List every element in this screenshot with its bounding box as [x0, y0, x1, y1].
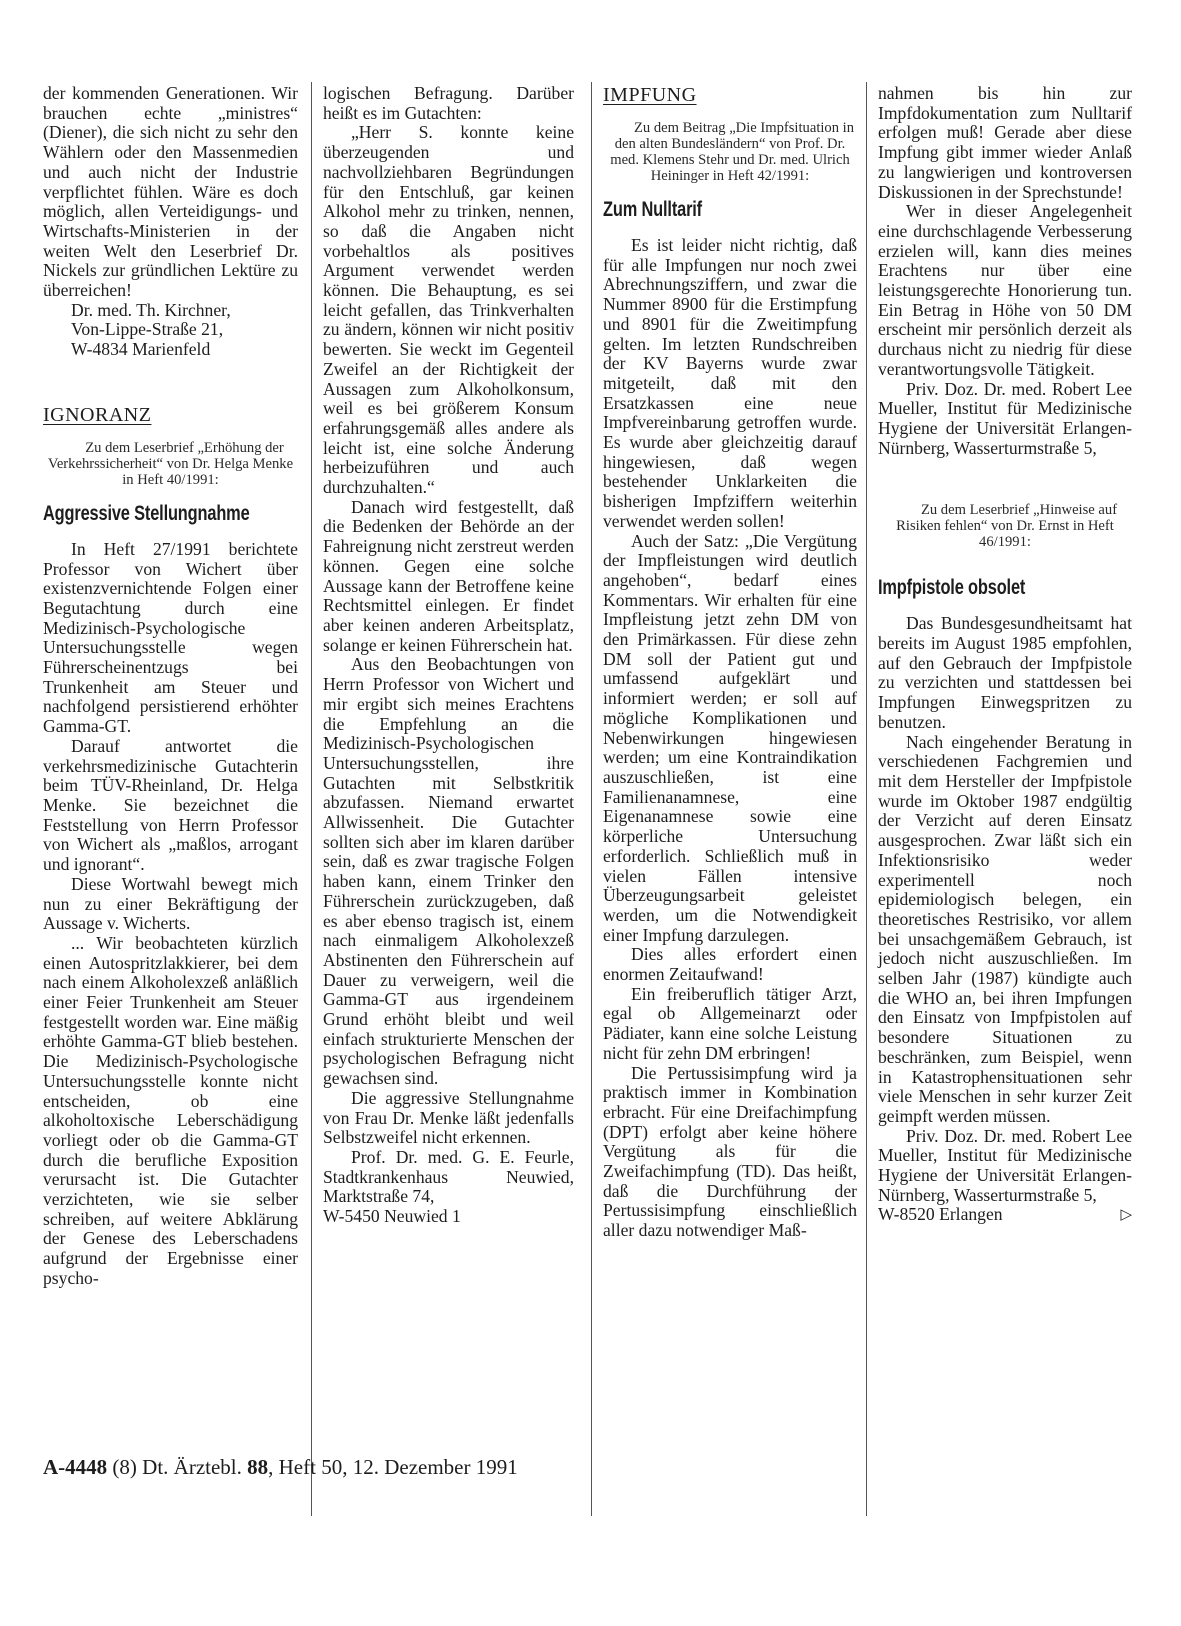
column-4	[878, 84, 1132, 1225]
letter-paragraph: Darauf antwortet die verkehrsmedizinische Gutachterin beim TÜV-Rheinland, Dr. Helga Menke. Sie bezeichnet die Feststellung von Herrn Professor von Wichert als „maßlos, arrogant und ignorant“.	[43, 735, 298, 875]
journal-issue-date: , Heft 50, 12. Dezember 1991	[268, 1455, 518, 1479]
letter-paragraph: Danach wird festgestellt, daß die Bedenken der Behörde an der Fahreignung nicht zerstreut werden können. Gegen eine solche Aussage kann der Betroffene keine Rechtsmittel einlegen. Er findet aber keinen anderen Arbeitsplatz, solange er keinen Führerschein hat.	[323, 496, 574, 655]
signature-city: W-5450 Neuwied 1	[323, 1206, 461, 1227]
reference-note: Zu dem Beitrag „Die Impfsituation in den alten Bundesländern“ von Prof. Dr. med. Klemens Stehr und Dr. med. Ulrich Heininger in Heft 42/1991:	[610, 120, 855, 184]
column-1	[43, 84, 298, 1289]
section-heading-impfung: IMPFUNG	[603, 84, 697, 106]
signature-name: Dr. med. Th. Kirchner,	[71, 299, 231, 320]
signature-mueller: Priv. Doz. Dr. med. Robert Lee Mueller, Institut für Medizinische Hygiene der Universität Erlangen-Nürnberg, Wasserturmstraße 5,	[878, 1125, 1132, 1205]
signature-hadry: Priv. Doz. Dr. med. Robert Lee Mueller, Institut für Medizinische Hygiene der Universität Erlangen-Nürnberg, Wasserturmstraße 5,	[878, 378, 1132, 458]
page-number: A-4448	[43, 1455, 108, 1479]
letter-paragraph: Auch der Satz: „Die Vergütung der Impfleistungen wird deutlich angehoben“, bedarf eines Kommentars. Wir erhalten für eine Impfleistung jetzt zehn DM von den Primärkassen. Für diese zehn DM soll der Patient gut und umfassend aufgeklärt und informiert werden; er soll auf mögliche Komplikationen und Nebenwirkungen hingewiesen werden; um eine Kontraindikation auszuschließen, ist eine Familienanamnese, eine Eigenanamnese sowie eine körperliche Untersuchung erforderlich. Schließlich muß in vielen Fällen intensive Überzeugungsarbeit geleistet werden, um die Notwendigkeit einer Impfung darzulegen.	[603, 530, 857, 945]
column-rule	[591, 82, 592, 1516]
signature-city: W-4834 Marienfeld	[71, 339, 211, 360]
journal-issue-prefix: (8) Dt. Ärztebl.	[112, 1455, 242, 1479]
letter-paragraph: ... Wir beobachteten kürzlich einen Autospritzlakkierer, bei dem nach einem Alkoholexzeß anläßlich einer Feier Trunkenheit am Steuer festgestellt worden war. Eine mäßig erhöhte Gamma-GT blieb bestehen. Die Medizinisch-Psychologische Untersuchungsstelle konnte nicht entscheiden, ob eine alkoholtoxische Leberschädigung vorliegt oder ob die Gamma-GT durch die berufliche Exposition verursacht ist. Die Gutachter verzichteten, wie sie selber schreiben, auf weitere Abklärung der Genese des Leberschadens aufgrund der Ergebnisse einer psycho-	[43, 932, 298, 1288]
column-2	[323, 84, 574, 1227]
letter-paragraph: Das Bundesgesundheitsamt hat bereits im August 1985 empfohlen, auf den Gebrauch der Impfpistole zu verzichten und stattdessen bei Impfungen Einwegspritzen zu benutzen.	[878, 613, 1132, 732]
column-rule	[311, 82, 312, 1516]
letter-paragraph: Die aggressive Stellungnahme von Frau Dr. Menke läßt jedenfalls Selbstzweifel nicht erkennen.	[323, 1087, 574, 1148]
reference-note: Zu dem Leserbrief „Erhöhung der Verkehrssicherheit“ von Dr. Helga Menke in Heft 40/1991:	[47, 439, 294, 488]
letter-paragraph: Aus den Beobachtungen von Herrn Professor von Wichert und mir ergibt sich meines Erachtens die Empfehlung an die Medizinisch-Psychologischen Untersuchungsstellen, ihre Gutachten mit Selbstkritik abzufassen. Niemand erwartet Allwissenheit. Die Gutachter sollten sich aber im klaren darüber sein, daß es zwar tragische Folgen haben kann, einem Trinker den Führerschein zurückzugeben, daß es aber ebenso tragisch ist, einem nach einmaligem Alkoholexzeß Abstinenten den Führerschein auf Dauer zu verweigern, weil die Gamma-GT aus irgendeinem Grund erhöht bleibt und weil einfach strukturierte Menschen der psychologischen Befragung nicht gewachsen sind.	[323, 654, 574, 1089]
letter-paragraph: In Heft 27/1991 berichtete Professor von Wichert über existenzvernichtende Folgen einer Begutachtung durch eine Medizinisch-Psychologische Untersuchungsstelle wegen Führerscheinentzugs bei Trunkenheit am Steuer und nachfolgend persistierend erhöhter Gamma-GT.	[43, 538, 298, 737]
continue-arrow-icon: ▷	[1120, 1205, 1132, 1224]
letter-paragraph: Diese Wortwahl bewegt mich nun zu einer Bekräftigung der Aussage v. Wicherts.	[43, 873, 298, 934]
quote-paragraph: „Herr S. konnte keine überzeugenden und nachvollziehbaren Begründungen für den Entschluß, gar keinen Alkohol mehr zu trinken, nennen, so daß die Angaben nicht vorbehaltlos als positives Argument verwendet werden können. Die Behauptung, es sei leicht gefallen, das Trinkverhalten zu ändern, können wir nicht positiv bewerten. Sie weckt im Gegenteil Zweifel an der Richtigkeit der Aussagen zum Alkoholkonsum, weil es bei größerem Konsum erfahrungsgemäß alles andere als leicht ist, eine solche Änderung herbeizuführen und auch durchzuhalten.“	[323, 122, 574, 498]
page-footer	[43, 1455, 518, 1480]
letter-paragraph: Es ist leider nicht richtig, daß für alle Impfungen nur noch zwei Abrechnungsziffern, und zwar die Nummer 8900 für die Erstimpfung und 8901 für die Zweitimpfung gelten. Im letzten Rundschreiben der KV Bayerns wurde zwar mitgeteilt, daß mit den Ersatzkassen eine neue Impfvereinbarung getroffen wurde. Es wurde aber gleichzeitig darauf hingewiesen, daß wegen bestehender Unklarkeiten die bisherigen Impfziffern weiterhin verwendet werden sollen!	[603, 235, 857, 531]
letter-paragraph: nahmen bis hin zur Impfdokumentation zum Nulltarif erfolgen muß! Gerade aber diese Impfung gibt immer wieder Anlaß zu langwierigen und kontroversen Diskussionen in der Sprechstunde!	[878, 83, 1132, 202]
signature-city-text: W-8520 Erlangen	[878, 1204, 1003, 1225]
letter-paragraph: der kommenden Generationen. Wir brauchen echte „ministres“ (Diener), die sich nicht zu sehr den Wählern oder den Massenmedien und auch nicht der Industrie verpflichtet fühlen. Wäre es doch möglich, allen Verteidigungs- und Wirtschafts-Ministerien in der weiten Welt den Leserbrief Dr. Nickels zur gründlichen Lektüre zu überreichen!	[43, 83, 298, 301]
headline-impfpistole-obsolet: Impfpistole obsolet	[878, 576, 1026, 600]
signature-city	[878, 1205, 1132, 1225]
headline-aggressive-stellungnahme: Aggressive Stellungnahme	[43, 501, 250, 525]
letter-paragraph: Wer in dieser Angelegenheit eine durchschlagende Verbesserung erzielen will, kann dies meines Erachtens nur über eine leistungsgerechte Honorierung tun. Ein Betrag in Höhe von 50 DM erscheint mir persönlich derzeit als durchaus nicht zu niedrig für diese verantwortungsvolle Tätigkeit.	[878, 201, 1132, 379]
letter-paragraph: Nach eingehender Beratung in verschiedenen Fachgremien und mit dem Hersteller der Impfpistole wurde im Oktober 1987 endgültig der Verzicht auf deren Einsatz ausgesprochen. Zwar läßt sich ein Infektionsrisiko weder experimentell noch epidemiologisch belegen, ein theoretisches Restrisiko, vor allem bei unsachgemäßem Gebrauch, ist jedoch nicht auszuschließen. Im selben Jahr (1987) kündigte auch die WHO an, bei ihren Impfungen den Einsatz von Impfpistolen auf besondere Situationen zu beschränken, zum Beispiel, wenn in Katastrophensituationen sehr viele Menschen in sehr kurzer Zeit geimpft werden müssen.	[878, 731, 1132, 1126]
column-rule	[866, 82, 867, 1516]
journal-volume: 88	[247, 1455, 269, 1479]
reference-note: Zu dem Leserbrief „Hinweise auf Risiken fehlen“ von Dr. Ernst in Heft 46/1991:	[896, 502, 1118, 551]
letter-paragraph: Die Pertussisimpfung wird ja praktisch immer in Kombination erbracht. Für eine Dreifachimpfung (DPT) erfolgt aber keine höhere Vergütung als für die Zweifachimpfung (TD). Das heißt, daß die Durchführung der Pertussisimpfung einschließlich aller dazu notwendiger Maß-	[603, 1062, 857, 1241]
signature-feurle: Prof. Dr. med. G. E. Feurle, Stadtkrankenhaus Neuwied, Marktstraße 74,	[323, 1146, 574, 1207]
headline-zum-nulltarif: Zum Nulltarif	[603, 198, 702, 221]
letter-paragraph: logischen Befragung. Darüber heißt es im Gutachten:	[323, 83, 574, 123]
column-3	[603, 84, 857, 1241]
section-heading-ignoranz: IGNORANZ	[43, 403, 152, 426]
signature-kirchner	[43, 301, 298, 360]
letter-paragraph: Dies alles erfordert einen enormen Zeitaufwand!	[603, 944, 857, 985]
signature-street: Von-Lippe-Straße 21,	[71, 319, 224, 340]
letter-paragraph: Ein freiberuflich tätiger Arzt, egal ob Allgemeinarzt oder Pädiater, kann eine solche Leistung nicht für zehn DM erbringen!	[603, 983, 857, 1063]
